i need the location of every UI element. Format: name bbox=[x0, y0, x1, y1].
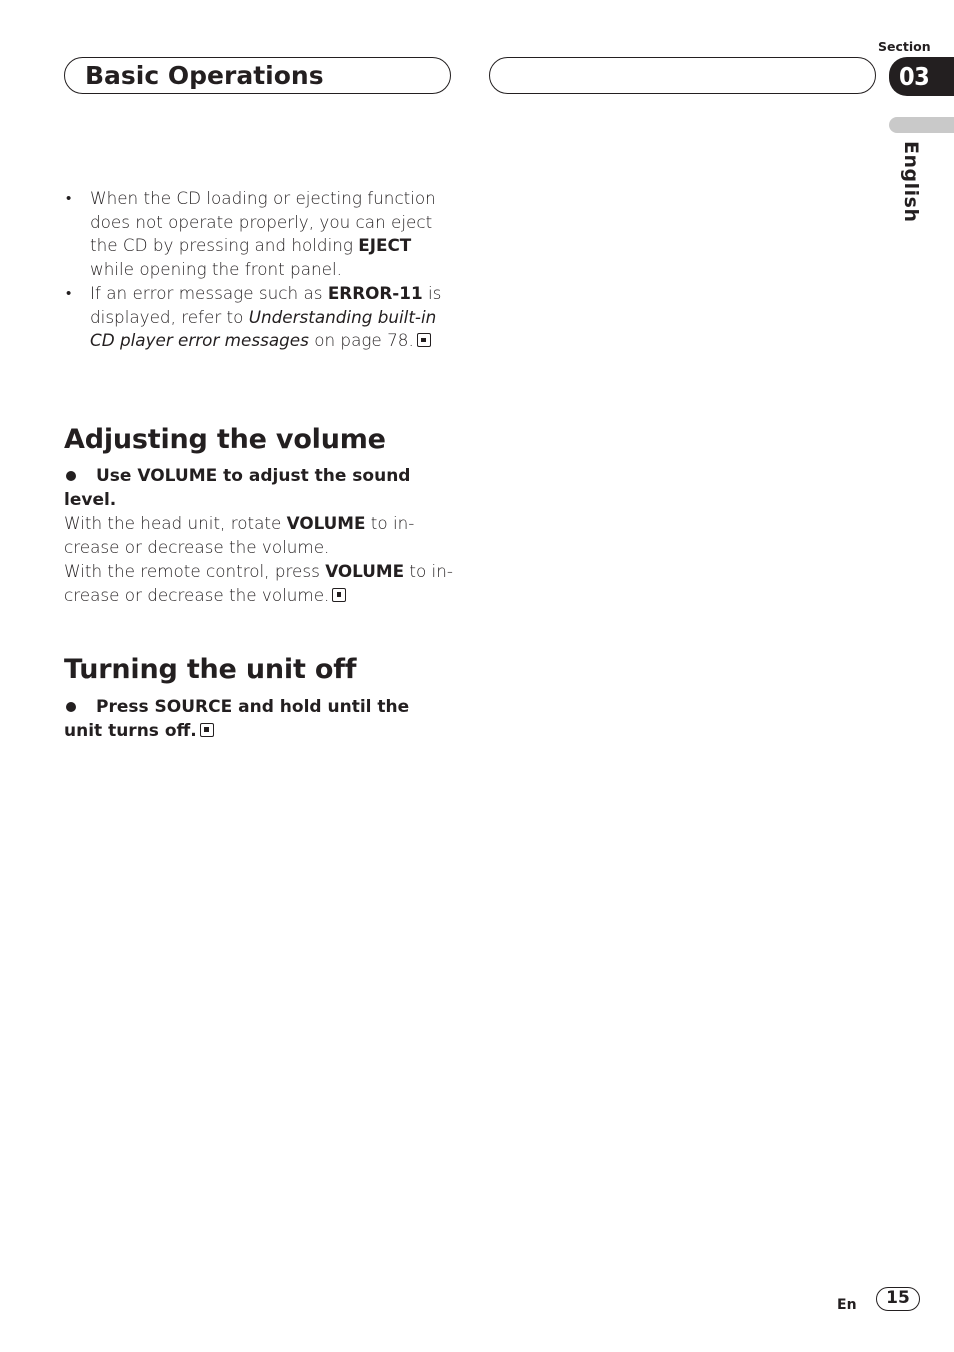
instruction-text: Press SOURCE and hold until the unit turns off. bbox=[64, 697, 410, 741]
cross-reference: Understanding built-in CD player error messages bbox=[90, 306, 437, 351]
volume-paragraph-head-unit: With the head unit, rotate VOLUME to increase or decrease the volume. bbox=[64, 513, 415, 558]
page-number: 15 bbox=[876, 1287, 920, 1311]
section-number: 03 bbox=[899, 62, 930, 91]
note-text: is displayed, refer to bbox=[90, 282, 442, 327]
error-code: ERROR-11 bbox=[327, 282, 423, 303]
note-text: If an error message such as bbox=[90, 282, 328, 303]
end-mark-icon bbox=[200, 723, 214, 737]
chapter-header-box bbox=[64, 57, 451, 94]
intro-notes bbox=[64, 187, 454, 353]
section-heading-unit-off: Turning the unit off bbox=[64, 654, 357, 685]
intro-notes-list bbox=[64, 187, 454, 353]
bullet-icon: • bbox=[66, 283, 72, 302]
section-heading-volume: Adjusting the volume bbox=[64, 424, 386, 455]
key-name-volume: VOLUME bbox=[286, 513, 366, 534]
instruction-volume bbox=[64, 465, 454, 512]
key-name-eject: EJECT bbox=[358, 235, 412, 256]
volume-section-body bbox=[64, 465, 454, 607]
step-bullet-icon bbox=[66, 702, 76, 712]
end-mark-icon bbox=[417, 333, 431, 347]
volume-paragraph-remote: With the remote control, press VOLUME to increase or decrease the volume. bbox=[64, 560, 453, 605]
instruction-text: Use VOLUME to adjust the sound level. bbox=[64, 466, 411, 510]
list-item bbox=[64, 187, 454, 282]
chapter-header-box-empty bbox=[489, 57, 876, 94]
step-bullet-icon bbox=[66, 471, 76, 481]
language-label: English bbox=[900, 141, 922, 223]
unit-off-section-body bbox=[64, 696, 444, 743]
note-text: on page 78. bbox=[308, 330, 414, 351]
note-text: When the CD loading or ejecting function does not operate properly, you can eject the CD by pressing and holding bbox=[90, 188, 436, 256]
chapter-title: Basic Operations bbox=[85, 61, 324, 90]
instruction-unit-off bbox=[64, 696, 444, 743]
section-label: Section bbox=[878, 39, 931, 54]
bullet-icon: • bbox=[66, 189, 72, 207]
note-text: while opening the front panel. bbox=[90, 259, 342, 280]
key-name-volume: VOLUME bbox=[325, 560, 405, 581]
end-mark-icon bbox=[332, 588, 346, 602]
footer-language-code: En bbox=[837, 1297, 857, 1313]
language-tab bbox=[889, 117, 954, 133]
list-item bbox=[64, 282, 454, 353]
